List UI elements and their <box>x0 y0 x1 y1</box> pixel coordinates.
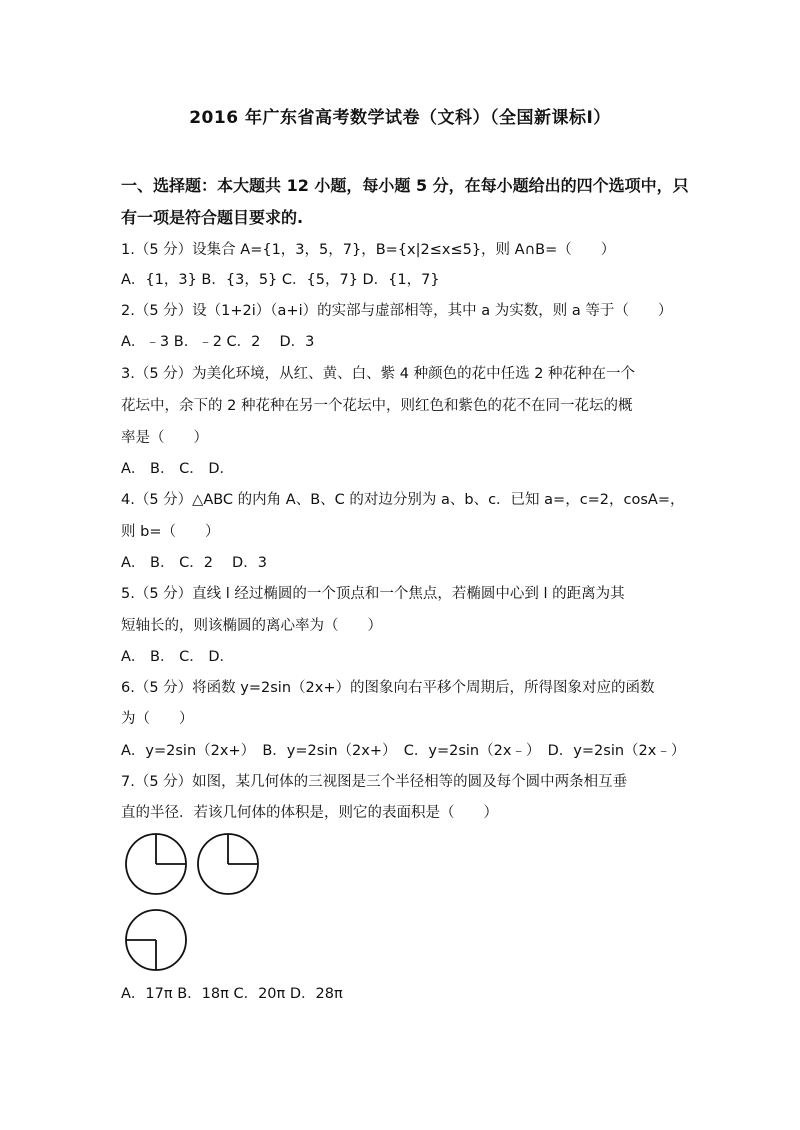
q6-stem-line2: 为（ ） <box>121 711 194 727</box>
q6-stem-line1: 6.（5 分）将函数 y=2sin（2x+）的图象向右平移个周期后，所得图象对应的函数 <box>121 680 655 696</box>
q5-stem-line1: 5.（5 分）直线 l 经过椭圆的一个顶点和一个焦点，若椭圆中心到 l 的距离为其 <box>121 586 625 602</box>
section-header-line2: 有一项是符合题目要求的. <box>121 208 304 227</box>
q5-options: A． B． C． D． <box>121 649 234 665</box>
top-view-figure <box>118 904 198 974</box>
q1-stem: 1.（5 分）设集合 A={1，3，5，7}，B={x|2≤x≤5}，则 A∩B=（ ） <box>121 242 616 258</box>
q6-options: A．y=2sin（2x+） B．y=2sin（2x+） C．y=2sin（2x﹣） D．y=2sin（2x﹣） <box>121 743 686 759</box>
front-view-figure <box>118 829 198 899</box>
q3-stem-line3: 率是（ ） <box>121 430 208 446</box>
q2-options: A．﹣3 B．﹣2 C．2 D．3 <box>121 334 315 350</box>
q7-stem-line1: 7.（5 分）如图，某几何体的三视图是三个半径相等的圆及每个圆中两条相互垂 <box>121 774 628 790</box>
q4-options: A． B． C．2 D．3 <box>121 555 267 571</box>
q7-options: A．17π B．18π C．20π D．28π <box>121 986 343 1002</box>
q4-stem-line2: 则 b=（ ） <box>121 524 220 540</box>
q7-stem-line2: 直的半径．若该几何体的体积是，则它的表面积是（ ） <box>121 805 498 821</box>
q1-options: A．{1，3} B．{3，5} C．{5，7} D．{1，7} <box>121 272 440 288</box>
q4-stem-line1: 4.（5 分）△ABC 的内角 A、B、C 的对边分别为 a、b、c．已知 a=，c=2，cosA=， <box>121 492 685 508</box>
q3-options: A． B． C． D． <box>121 461 234 477</box>
q5-stem-line2: 短轴长的，则该椭圆的离心率为（ ） <box>121 618 382 634</box>
section-header-line1: 一、选择题：本大题共 12 小题，每小题 5 分，在每小题给出的四个选项中，只 <box>121 176 689 195</box>
q3-stem-line2: 花坛中，余下的 2 种花种在另一个花坛中，则红色和紫色的花不在同一花坛的概 <box>121 398 633 414</box>
page-title: 2016 年广东省高考数学试卷（文科）（全国新课标Ⅰ） <box>189 108 611 128</box>
q2-stem: 2.（5 分）设（1+2i）（a+i）的实部与虚部相等，其中 a 为实数，则 a 等于（ ） <box>121 303 673 319</box>
side-view-figure <box>190 829 270 899</box>
q3-stem-line1: 3.（5 分）为美化环境，从红、黄、白、紫 4 种颜色的花中任选 2 种花种在一个 <box>121 366 636 382</box>
